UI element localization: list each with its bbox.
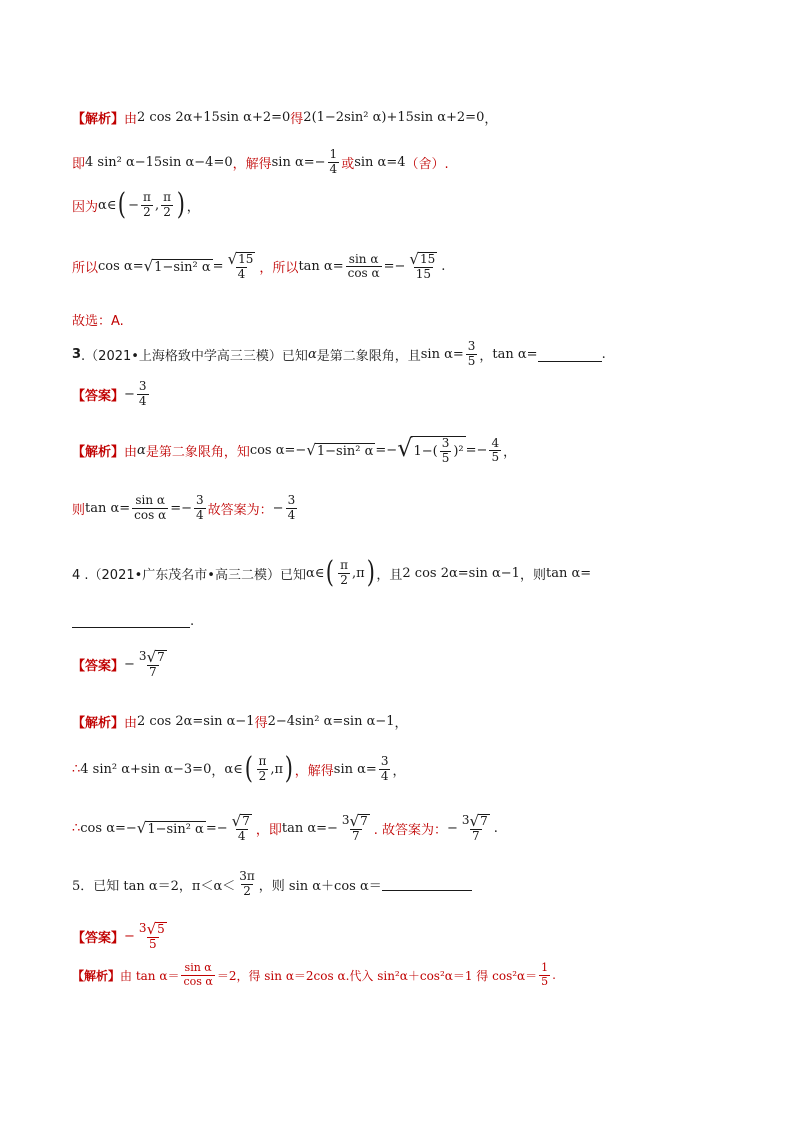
question-5: 5．已知 tan α＝2，π＜α＜ $\frac{3\pi}{2}$ ，则 sin α＋cos α＝	[72, 870, 472, 899]
text-suoyi: 所以	[72, 261, 99, 277]
answer-label: 【答案】	[72, 659, 125, 675]
equation-b: 2(1−2sin² α)+15sin α+2=0	[303, 110, 485, 125]
fraction-1-5: $\frac{1}{5}$	[541, 961, 549, 988]
choice-answer-line	[72, 310, 124, 329]
question-number: 3	[72, 346, 82, 362]
cos-alpha-eq: cos α=	[98, 259, 144, 275]
text-jiede: ，解得	[232, 156, 272, 172]
fraction-3-4: $\frac{3}{4}$	[380, 753, 389, 783]
fraction-sin-over-cos: $\frac{\text{sin α}}{\text{cos α}}$	[347, 251, 380, 281]
question-4: 4 .（2021•广东茂名市•高三二模）已知 α∈ ( $\frac{\pi}{2}$ ,π ) ，且 2 cos 2α=sin α−1 ，则 tan α=	[72, 555, 592, 590]
right-paren-icon: )	[366, 555, 375, 590]
fraction-sin-over-cos: $\frac{\text{sin α}}{\text{cos α}}$	[183, 961, 213, 988]
analysis-label: 【解析】	[72, 716, 125, 731]
equation-a: 4 sin² α−15sin α−4=0	[85, 154, 233, 170]
text-ji: 即	[72, 156, 86, 172]
question-source: .（2021•上海格致中学高三三模）已知	[81, 348, 308, 364]
fraction-neg-pi-half: $\frac{\pi}{2}$	[143, 189, 151, 219]
equation-c: sin α=4	[354, 154, 406, 170]
left-paren-icon: (	[118, 187, 127, 222]
radical-icon: √	[397, 434, 413, 462]
fraction-pi-half: $\frac{\pi}{2}$	[163, 189, 171, 219]
fraction-3-4-final: $\frac{3}{4}$	[287, 493, 296, 522]
solution-5: 【解析】 由 tan α＝ $\frac{\text{sin α}}{\text{cos α}}$ ＝2，得 sin α＝2cos α.代入 sin²α＋cos²α＝1 得 cos²α＝ $\frac{1}{5}$ .	[72, 961, 556, 988]
answer-blank	[72, 615, 190, 628]
choice-answer-text: 故选：A.	[72, 314, 124, 329]
solution-2-line-1	[72, 108, 497, 127]
tan-alpha-eq: tan α=	[298, 259, 344, 275]
radical-icon: √	[146, 648, 157, 666]
analysis-label: 【解析】	[72, 445, 125, 461]
fraction-one-quarter: $\frac{1}{4}$	[329, 147, 338, 176]
equation-a: 2 cos 2α+15sin α+2=0	[137, 110, 291, 125]
solution-4-line-3: ∴ cos α=− √ 1−sin² α =− √ 7 4 ，即 tan α=− 3 √ 7 7 . 故答案为： − 3 √ 7 7 .	[72, 812, 498, 843]
sqrt-expression: √ 1−sin² α	[136, 818, 204, 837]
radical-icon: √	[136, 818, 147, 837]
solution-3-line-2: 则 tan α= $\frac{\text{sin α}}{\text{cos α}}$ =− $\frac{3}{4}$ 故答案为： − $\frac{3}{4}$	[72, 493, 296, 522]
fraction-3-5: $\frac{3}{5}$	[467, 339, 476, 368]
solution-4-line-1: 【解析】 由 2 cos 2α=sin α−1 得 2−4sin² α=sin α−1 ，	[72, 714, 408, 731]
radical-icon: √	[306, 440, 316, 459]
question-4-blank-line: .	[72, 614, 194, 629]
answer-label: 【答案】	[72, 388, 125, 404]
radical-icon: √	[409, 250, 419, 268]
answer-5: 【答案】 − 3 √ 5 5	[72, 922, 171, 952]
radical-icon: √	[143, 256, 154, 275]
solution-2-line-2	[72, 148, 449, 177]
solution-2-line-4: 所以 cos α= √ 1−sin² α = √ 15 4 ，所以 tan α= $\frac{\text{sin α}}{\text{cos α}}$ =− √ 15 15 .	[72, 250, 446, 281]
fraction-3sqrt7-over-7: 3 √ 7 7	[138, 648, 165, 679]
analysis-label: 【解析】	[72, 968, 121, 983]
analysis-label: 【解析】	[72, 112, 125, 127]
fraction-3-4: $\frac{3}{4}$	[138, 379, 147, 408]
answer-blank	[382, 878, 472, 891]
fraction-sin-over-cos: $\frac{\text{sin α}}{\text{cos α}}$	[134, 493, 167, 522]
text-suoyi-2: ，所以	[259, 261, 299, 277]
comma: ，	[484, 112, 498, 127]
text-you: 由	[124, 112, 138, 127]
right-paren-icon: )	[176, 187, 185, 222]
fraction-3sqrt5-over-5: 3 √ 5 5	[138, 920, 165, 951]
answer-4: 【答案】 − 3 √ 7 7	[72, 650, 171, 680]
question-3: 3 .（2021•上海格致中学高三三模）已知 α 是第二象限角，且 sin α= $\frac{3}{5}$ ， tan α= .	[72, 339, 606, 368]
comma: ，	[186, 199, 200, 215]
therefore-icon: ∴	[72, 761, 81, 777]
radical-icon: √	[349, 812, 360, 830]
solution-3-line-1: 【解析】 由 α 是第二象限角，知 cos α=− √ 1−sin² α =− √ 1−( $\frac{3}{5}$ )² =− $\frac{4}{5}$ ，	[72, 434, 517, 465]
fraction-3-4: $\frac{3}{4}$	[196, 493, 204, 522]
text-huo: 或	[341, 156, 355, 172]
text-yinwei: 因为	[72, 199, 99, 215]
alpha-in: α∈	[98, 197, 117, 213]
radical-icon: √	[227, 250, 238, 268]
fraction-sqrt15-over-4: √ 15 4	[227, 250, 254, 281]
text-de: 得	[290, 112, 304, 127]
question-source: 4 .（2021•广东茂名市•高三二模）已知	[72, 567, 306, 583]
sqrt-nested-expression: √ 1−( $\frac{3}{5}$ )²	[397, 434, 464, 465]
fraction-4-5: $\frac{4}{5}$	[491, 435, 500, 465]
radical-icon: √	[231, 812, 242, 830]
radical-icon: √	[146, 920, 157, 938]
fraction-sqrt15-over-15: √ 15 15	[409, 250, 436, 281]
therefore-icon: ∴	[72, 821, 81, 837]
sqrt-expression: √ 1−sin² α	[306, 440, 374, 459]
radical-icon: √	[469, 812, 480, 830]
answer-3: 【答案】 − $\frac{3}{4}$	[72, 379, 147, 408]
solution-2-line-3: 因为 α∈ ( − $\frac{\pi}{2}$ , $\frac{\pi}{2}$ ) ，	[72, 187, 200, 222]
left-paren-icon: (	[326, 555, 335, 590]
equation-b: sin α=−	[271, 154, 326, 170]
fraction-sqrt7-over-4: √ 7 4	[231, 812, 250, 843]
fraction-3sqrt7-over-7: 3 √ 7 7	[341, 812, 368, 843]
solution-4-line-2: ∴ 4 sin² α+sin α−3=0 ， α∈ ( $\frac{\pi}{2}$ ,π ) ，解得 sin α= $\frac{3}{4}$ ，	[72, 751, 406, 786]
sqrt-expression: √ 1−sin² α	[143, 256, 211, 275]
fraction-3pi-over-2: $\frac{3\pi}{2}$	[239, 869, 255, 898]
fraction-pi-half: $\frac{\pi}{2}$	[340, 557, 348, 587]
answer-label: 【答案】	[72, 931, 125, 947]
text-she: （舍）.	[405, 156, 449, 172]
fraction-pi-half: $\frac{\pi}{2}$	[258, 753, 267, 783]
left-paren-icon: (	[244, 751, 253, 786]
right-paren-icon: )	[284, 751, 294, 786]
answer-blank	[538, 347, 602, 362]
fraction-3sqrt7-over-7-final: 3 √ 7 7	[461, 812, 488, 843]
